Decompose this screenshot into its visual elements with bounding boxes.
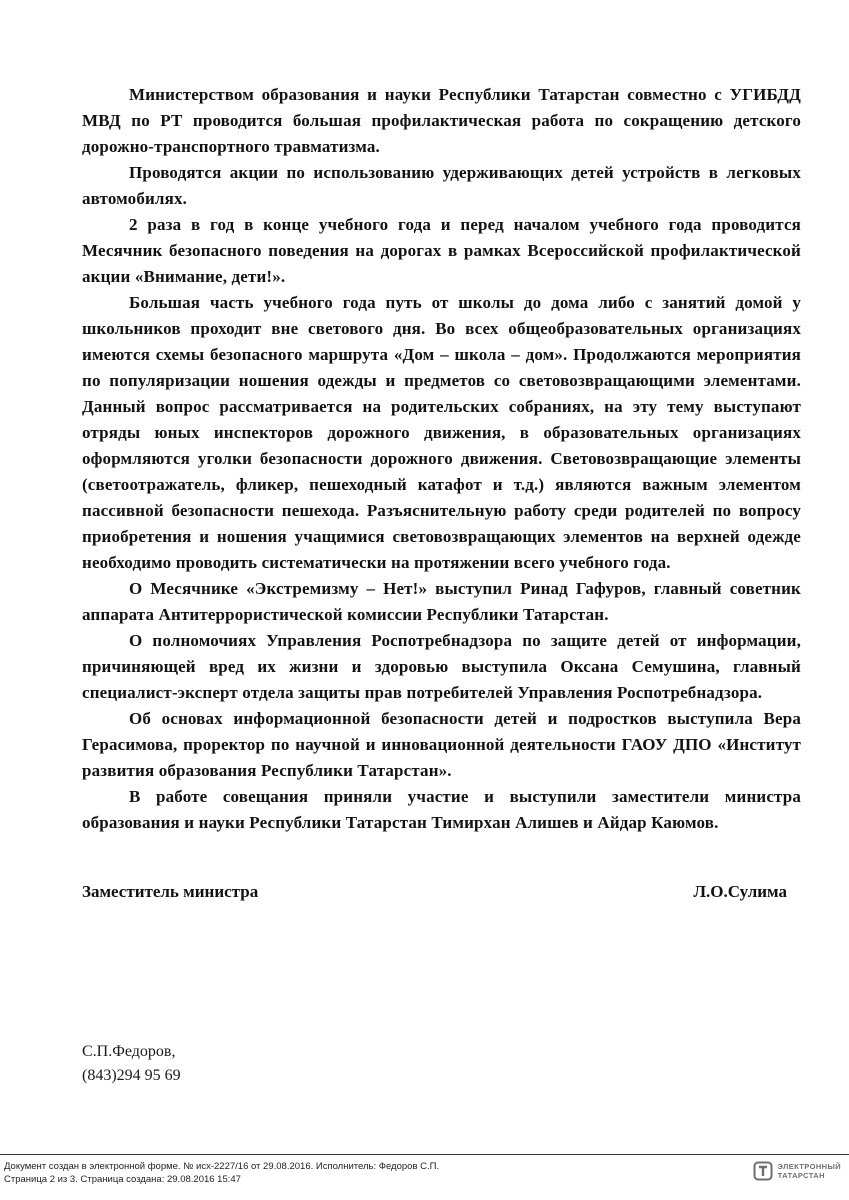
electronic-tatarstan-logo-icon [753, 1161, 773, 1181]
document-body [82, 82, 801, 902]
body-paragraph: Министерством образования и науки Республики Татарстан совместно с УГИБДД МВД по РТ проводится большая профилактическая работа по сокращению детского дорожно-транспортного травматизма. [82, 85, 801, 156]
contact-block [82, 1040, 181, 1088]
body-paragraph: Об основах информационной безопасности детей и подростков выступила Вера Герасимова, проректор по научной и инновационной деятельности ГАОУ ДПО «Институт развития образования Республики Татарстан». [82, 709, 801, 780]
footer-meta [4, 1160, 439, 1186]
body-paragraph: Проводятся акции по использованию удерживающих детей устройств в легковых автомобилях. [82, 163, 801, 208]
body-paragraph: О Месячнике «Экстремизму – Нет!» выступил Ринад Гафуров, главный советник аппарата Антитеррористической комиссии Республики Татарстан. [82, 579, 801, 624]
footer-page-info: Страница 2 из 3. Страница создана: 29.08.2016 15:47 [4, 1174, 241, 1185]
logo-text-line1: ЭЛЕКТРОННЫЙ [777, 1162, 841, 1171]
body-paragraph: Большая часть учебного года путь от школы до дома либо с занятий домой у школьников проходит вне светового дня. Во всех общеобразовательных организациях имеются схемы безопасного маршрута «Дом – школа – дом». Продолжаются мероприятия по популяризации ношения одежды и предметов со световозвращающими элементами. Данный вопрос рассматривается на родительских собраниях, на эту тему выступают отряды юных инспекторов дорожного движения, в образовательных организациях оформляются уголки безопасности дорожного движения. Световозвращающие элементы (светоотражатель, фликер, пешеходный катафот и т.д.) являются важным элементом пассивной безопасности пешехода. Разъяснительную работу среди родителей по вопросу приобретения и ношения учащимися световозвращающих элементов на верхней одежде необходимо проводить систематически на протяжении всего учебного года. [82, 293, 801, 572]
footer-divider [0, 1154, 849, 1155]
logo-text-line2: ТАТАРСТАН [777, 1171, 825, 1180]
signature-title: Заместитель министра [82, 882, 259, 901]
body-paragraph: 2 раза в год в конце учебного года и перед началом учебного года проводится Месячник безопасного поведения на дорогах в рамках Всероссийской профилактической акции «Внимание, дети!». [82, 215, 801, 286]
body-paragraph: В работе совещания приняли участие и выступили заместители министра образования и науки Республики Татарстан Тимирхан Алишев и Айдар Каюмов. [82, 787, 801, 832]
signature-block [82, 882, 801, 902]
contact-phone: (843)294 95 69 [82, 1067, 181, 1084]
electronic-tatarstan-logo-text [778, 1162, 841, 1180]
body-paragraph: О полномочиях Управления Роспотребнадзора по защите детей от информации, причиняющей вред их жизни и здоровью выступила Оксана Семушина, главный специалист-эксперт отдела защиты прав потребителей Управления Роспотребнадзора. [82, 631, 801, 702]
signature-name: Л.О.Сулима [693, 882, 787, 901]
footer-document-info: Документ создан в электронной форме. № исх-2227/16 от 29.08.2016. Исполнитель: Федоров С.П. [4, 1161, 440, 1172]
electronic-tatarstan-logo [753, 1161, 841, 1181]
contact-name: С.П.Федоров, [82, 1043, 176, 1060]
